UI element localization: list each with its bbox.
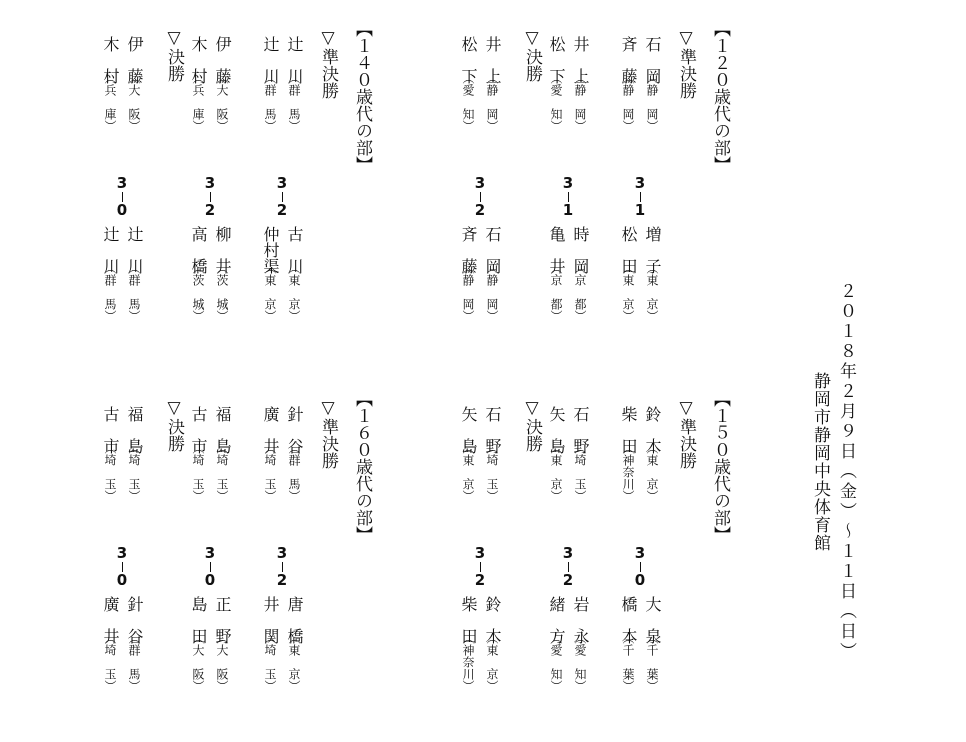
- semifinal-label: ▽準決勝: [318, 398, 338, 469]
- final-label: ▽決勝: [522, 28, 542, 82]
- player-name: 松 下: [459, 36, 478, 84]
- match-score: [470, 176, 490, 218]
- score-winner: 3: [562, 174, 574, 192]
- player-prefecture: （兵 庫）: [191, 72, 205, 132]
- player-prefecture: （東 京）: [461, 442, 475, 502]
- player-prefecture: （大 阪）: [215, 72, 229, 132]
- score-loser: 0: [116, 201, 128, 219]
- match-score: [470, 546, 490, 588]
- player-name: 松 田: [619, 226, 638, 274]
- player-prefecture: （東 京）: [485, 632, 499, 692]
- player-name: 大 泉: [643, 596, 662, 644]
- player-prefecture: （京 都）: [549, 262, 563, 322]
- final-label: ▽決勝: [164, 28, 184, 82]
- player-name: 柴 田: [459, 596, 478, 644]
- player-name: 増 子: [643, 226, 662, 274]
- player-name: 矢 島: [547, 406, 566, 454]
- semifinal-label: ▽準決勝: [318, 28, 338, 99]
- player-name: 石 岡: [483, 226, 502, 274]
- score-winner: 3: [204, 544, 216, 562]
- player-prefecture: （埼 玉）: [485, 442, 499, 502]
- match-score: [630, 176, 650, 218]
- player-name: 矢 島: [459, 406, 478, 454]
- score-winner: 3: [634, 544, 646, 562]
- player-name: 岩 永: [571, 596, 590, 644]
- score-loser: 2: [204, 201, 216, 219]
- player-prefecture: （群 馬）: [127, 632, 141, 692]
- player-prefecture: （静 岡）: [621, 72, 635, 132]
- player-name: 仲村渠: [261, 226, 280, 274]
- player-name: 石 岡: [643, 36, 662, 84]
- player-prefecture: （静 岡）: [645, 72, 659, 132]
- score-loser: 2: [562, 571, 574, 589]
- score-winner: 3: [474, 544, 486, 562]
- player-prefecture: （東 京）: [263, 262, 277, 322]
- player-name: 斉 藤: [459, 226, 478, 274]
- player-prefecture: （静 岡）: [485, 262, 499, 322]
- match-score: [558, 546, 578, 588]
- player-prefecture: （埼 玉）: [215, 442, 229, 502]
- player-prefecture: （東 京）: [287, 262, 301, 322]
- player-prefecture: （千 葉）: [621, 632, 635, 692]
- score-loser: 0: [116, 571, 128, 589]
- player-name: 木 村: [189, 36, 208, 84]
- player-name: 井 上: [571, 36, 590, 84]
- player-prefecture: （神奈川）: [461, 632, 475, 692]
- player-prefecture: （群 馬）: [287, 72, 301, 132]
- player-prefecture: （愛 知）: [573, 632, 587, 692]
- player-prefecture: （大 阪）: [127, 72, 141, 132]
- player-prefecture: （埼 玉）: [573, 442, 587, 502]
- division-title: 【１４０歳代の部】: [352, 20, 372, 173]
- player-prefecture: （東 京）: [287, 632, 301, 692]
- player-prefecture: （埼 玉）: [103, 442, 117, 502]
- player-name: 島 田: [189, 596, 208, 644]
- final-label: ▽決勝: [522, 398, 542, 452]
- player-name: 廣 井: [101, 596, 120, 644]
- player-name: 石 野: [483, 406, 502, 454]
- score-winner: 3: [116, 174, 128, 192]
- player-name: 伊 藤: [125, 36, 144, 84]
- player-name: 針 谷: [285, 406, 304, 454]
- player-prefecture: （埼 玉）: [127, 442, 141, 502]
- player-name: 井 上: [483, 36, 502, 84]
- player-prefecture: （東 京）: [621, 262, 635, 322]
- match-score: [112, 546, 132, 588]
- match-score: [112, 176, 132, 218]
- player-name: 伊 藤: [213, 36, 232, 84]
- player-name: 廣 井: [261, 406, 280, 454]
- player-prefecture: （埼 玉）: [263, 632, 277, 692]
- player-name: 木 村: [101, 36, 120, 84]
- player-prefecture: （埼 玉）: [103, 632, 117, 692]
- player-prefecture: （埼 玉）: [263, 442, 277, 502]
- match-score: [200, 546, 220, 588]
- player-name: 古 市: [101, 406, 120, 454]
- player-prefecture: （群 馬）: [103, 262, 117, 322]
- player-prefecture: （群 馬）: [263, 72, 277, 132]
- division-title: 【１５０歳代の部】: [710, 390, 730, 543]
- player-name: 古 市: [189, 406, 208, 454]
- player-name: 辻 川: [101, 226, 120, 274]
- player-prefecture: （千 葉）: [645, 632, 659, 692]
- score-loser: 2: [474, 201, 486, 219]
- player-name: 針 谷: [125, 596, 144, 644]
- player-name: 松 下: [547, 36, 566, 84]
- player-prefecture: （大 阪）: [191, 632, 205, 692]
- player-prefecture: （東 京）: [645, 442, 659, 502]
- score-loser: 0: [204, 571, 216, 589]
- score-loser: 0: [634, 571, 646, 589]
- final-label: ▽決勝: [164, 398, 184, 452]
- player-name: 亀 井: [547, 226, 566, 274]
- score-loser: 2: [474, 571, 486, 589]
- match-score: [272, 176, 292, 218]
- event-venue: 静岡市静岡中央体育館: [810, 372, 830, 552]
- player-prefecture: （大 阪）: [215, 632, 229, 692]
- match-score: [272, 546, 292, 588]
- player-name: 福 島: [213, 406, 232, 454]
- player-prefecture: （愛 知）: [549, 72, 563, 132]
- player-name: 橋 本: [619, 596, 638, 644]
- player-prefecture: （愛 知）: [549, 632, 563, 692]
- player-prefecture: （埼 玉）: [191, 442, 205, 502]
- score-loser: 1: [634, 201, 646, 219]
- player-prefecture: （愛 知）: [461, 72, 475, 132]
- player-name: 正 野: [213, 596, 232, 644]
- score-winner: 3: [634, 174, 646, 192]
- score-winner: 3: [562, 544, 574, 562]
- player-prefecture: （静 岡）: [485, 72, 499, 132]
- division-title: 【１６０歳代の部】: [352, 390, 372, 543]
- semifinal-label: ▽準決勝: [676, 28, 696, 99]
- player-name: 井 関: [261, 596, 280, 644]
- player-prefecture: （群 馬）: [287, 442, 301, 502]
- player-name: 時 岡: [571, 226, 590, 274]
- player-name: 柴 田: [619, 406, 638, 454]
- player-prefecture: （東 京）: [645, 262, 659, 322]
- match-score: [200, 176, 220, 218]
- player-name: 唐 橋: [285, 596, 304, 644]
- player-name: 辻 川: [285, 36, 304, 84]
- player-name: 高 橋: [189, 226, 208, 274]
- player-prefecture: （茨 城）: [215, 262, 229, 322]
- player-prefecture: （茨 城）: [191, 262, 205, 322]
- division-title: 【１２０歳代の部】: [710, 20, 730, 173]
- score-winner: 3: [204, 174, 216, 192]
- player-name: 辻 川: [125, 226, 144, 274]
- match-score: [630, 546, 650, 588]
- score-winner: 3: [116, 544, 128, 562]
- player-prefecture: （群 馬）: [127, 262, 141, 322]
- player-prefecture: （静 岡）: [461, 262, 475, 322]
- player-name: 斉 藤: [619, 36, 638, 84]
- player-prefecture: （東 京）: [549, 442, 563, 502]
- player-name: 柳 井: [213, 226, 232, 274]
- event-date: ２０１８年２月９日（金）～１１日（日）: [836, 282, 856, 662]
- score-loser: 2: [276, 201, 288, 219]
- player-name: 鈴 木: [643, 406, 662, 454]
- score-winner: 3: [276, 174, 288, 192]
- score-winner: 3: [474, 174, 486, 192]
- player-prefecture: （京 都）: [573, 262, 587, 322]
- semifinal-label: ▽準決勝: [676, 398, 696, 469]
- player-name: 福 島: [125, 406, 144, 454]
- score-loser: 2: [276, 571, 288, 589]
- player-name: 緒 方: [547, 596, 566, 644]
- player-name: 古 川: [285, 226, 304, 274]
- player-name: 鈴 木: [483, 596, 502, 644]
- player-prefecture: （兵 庫）: [103, 72, 117, 132]
- score-loser: 1: [562, 201, 574, 219]
- player-prefecture: （神奈川）: [621, 442, 635, 502]
- player-name: 辻 川: [261, 36, 280, 84]
- player-name: 石 野: [571, 406, 590, 454]
- match-score: [558, 176, 578, 218]
- player-prefecture: （静 岡）: [573, 72, 587, 132]
- score-winner: 3: [276, 544, 288, 562]
